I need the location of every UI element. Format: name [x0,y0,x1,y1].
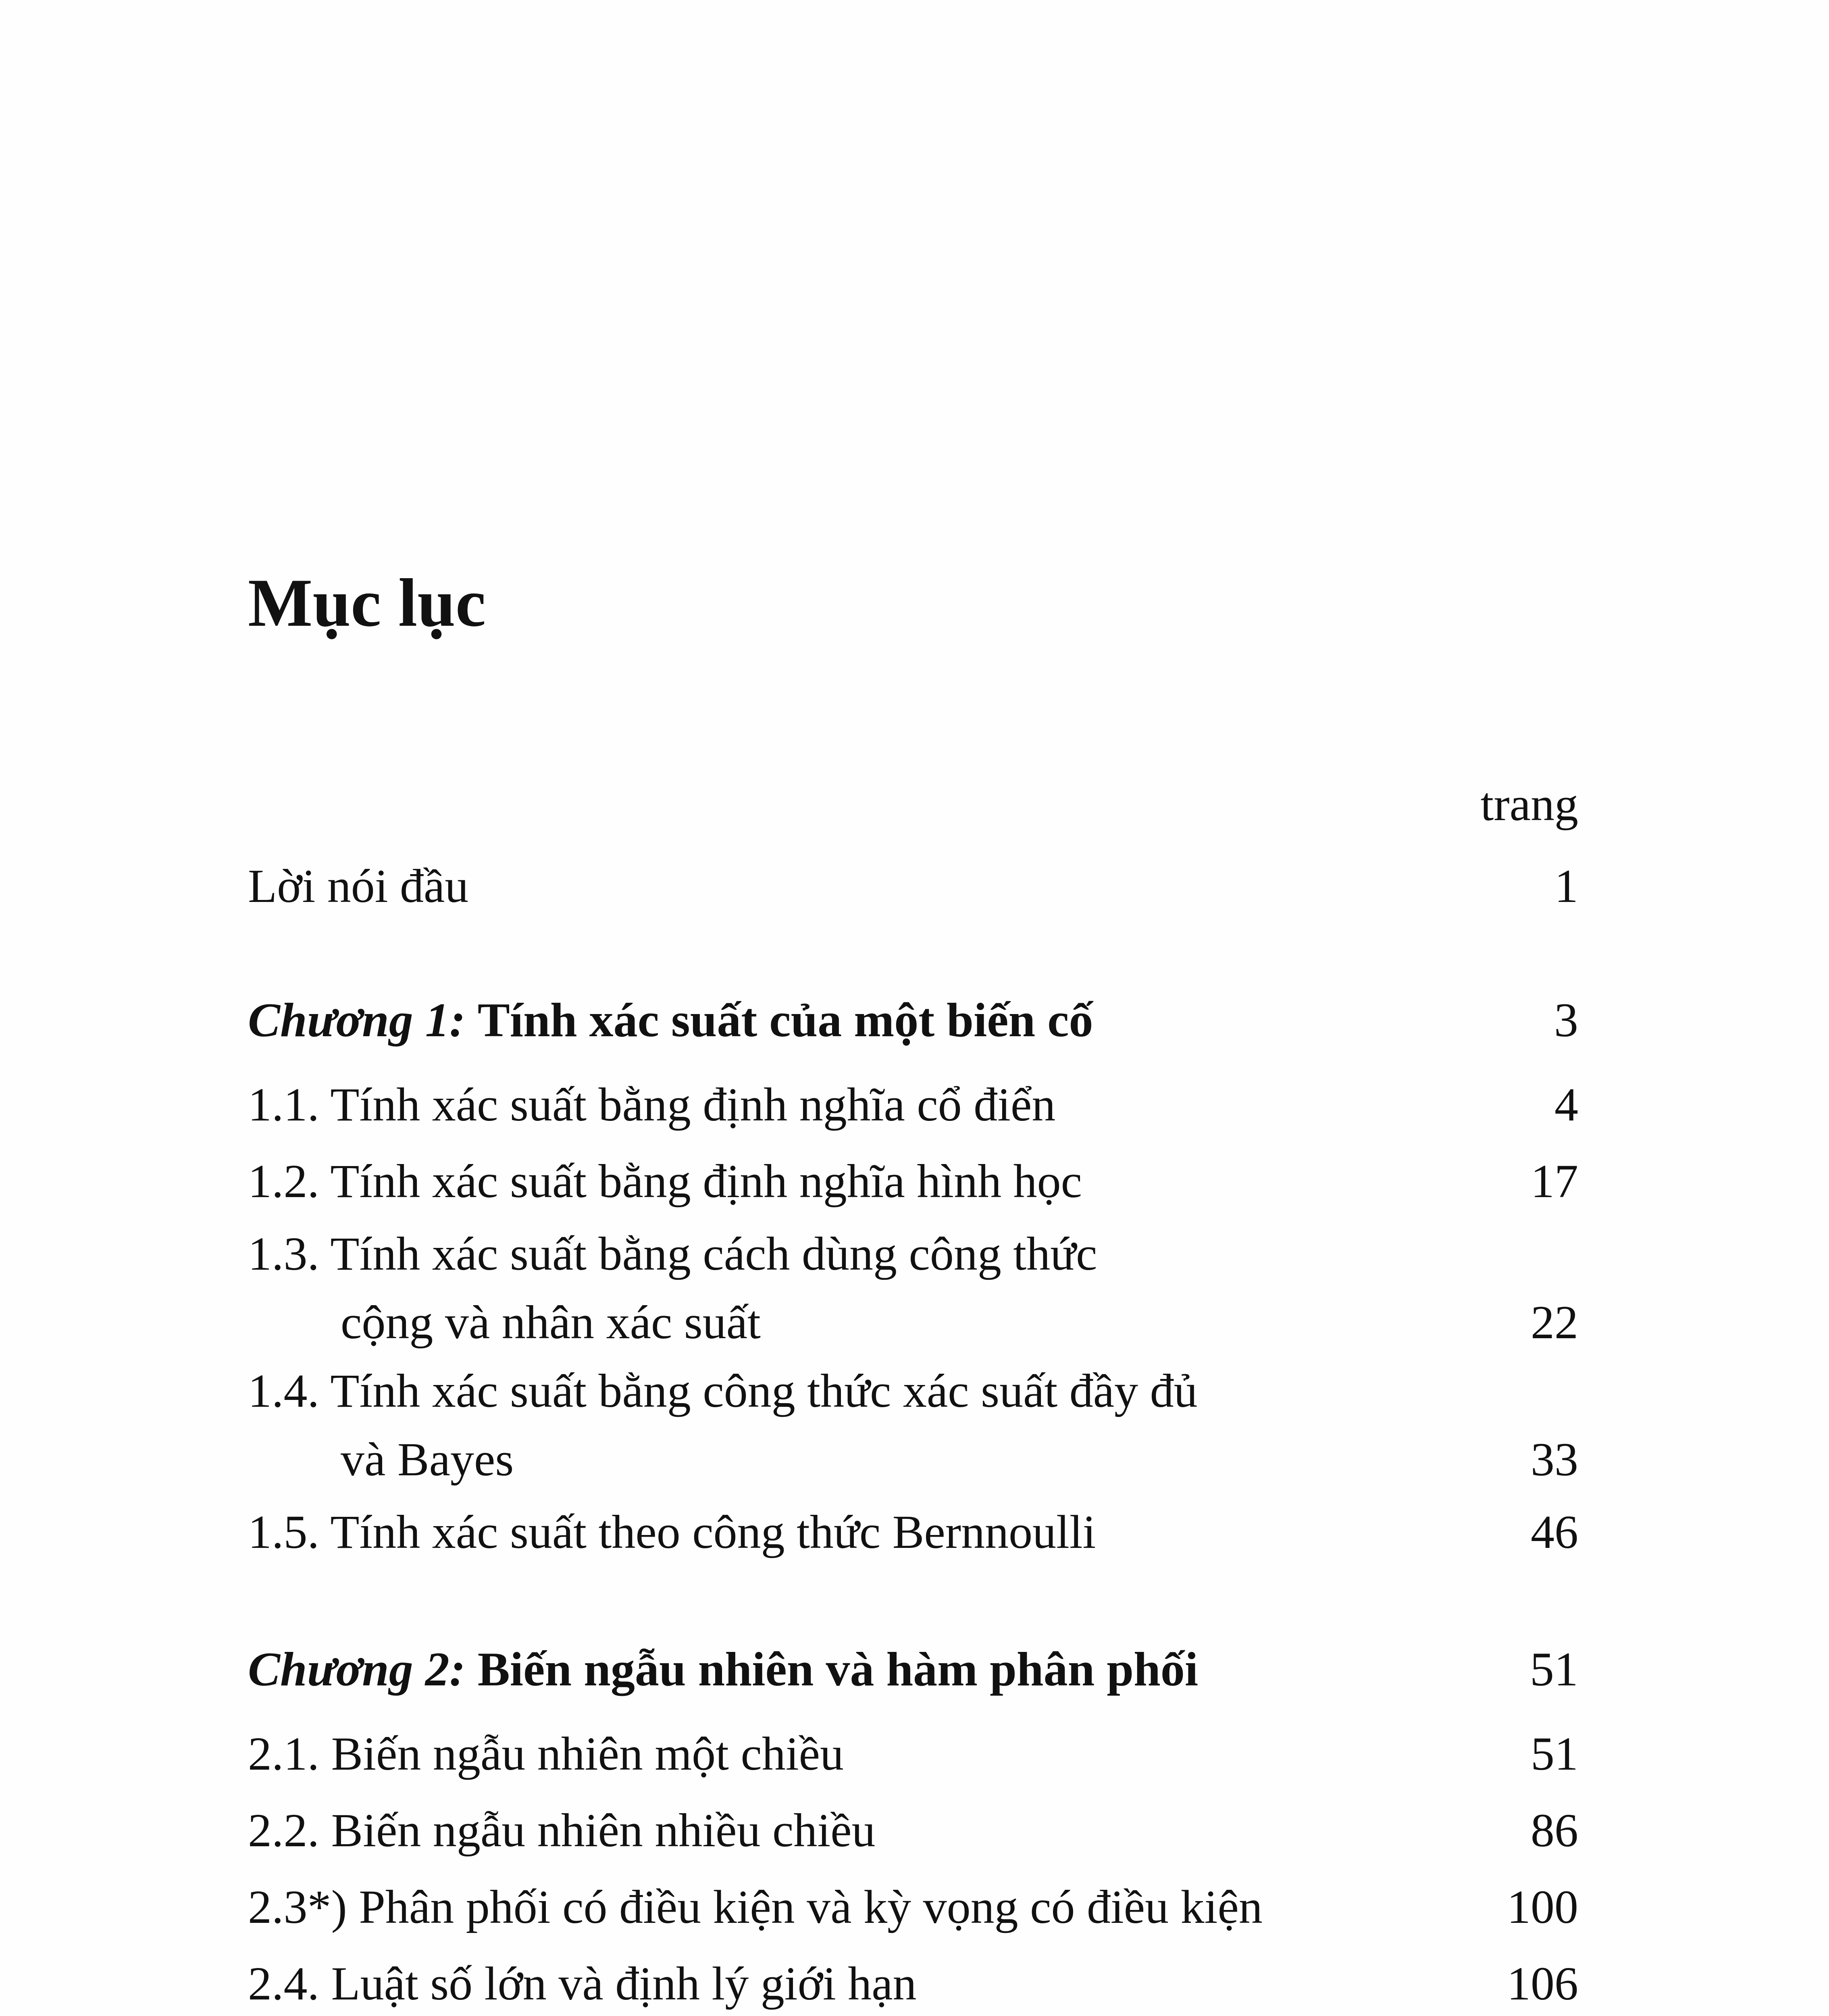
section-page: 86 [1531,1804,1578,1857]
toc-section-2-2[interactable] [248,1792,1578,1869]
toc-section-1-3[interactable] [248,1220,1578,1357]
chapter-prefix: Chương 1: [248,993,466,1047]
section-page: 106 [1507,1957,1578,2010]
chapter-title: Biến ngẫu nhiên và hàm phân phối [477,1642,1199,1696]
chapter-prefix: Chương 2: [248,1642,466,1696]
chapter-heading [248,1623,1198,1716]
section-page: 4 [1554,1078,1578,1131]
section-label: 2.1. Biến ngẫu nhiên một chiều [248,1727,844,1780]
section-label-line1: 1.4. Tính xác suất bằng công thức xác suất đầy đủ [248,1364,1198,1417]
section-label: 2.3*) Phân phối có điều kiện và kỳ vọng có điều kiện [248,1881,1263,1933]
section-label-line1: 1.3. Tính xác suất bằng cách dùng công thức [248,1227,1097,1280]
toc-section-2-1[interactable] [248,1716,1578,1792]
section-label: 1.2. Tính xác suất bằng định nghĩa hình học [248,1155,1082,1208]
page-column-header: trang [1480,778,1578,831]
toc-section-1-1[interactable] [248,1066,1578,1143]
toc-entry-page: 1 [1554,860,1578,912]
toc-section-1-5[interactable] [248,1494,1578,1570]
toc-section-2-4[interactable] [248,1945,1578,2016]
section-page: 17 [1531,1155,1578,1208]
section-label: 1.1. Tính xác suất bằng định nghĩa cổ điển [248,1078,1056,1131]
toc-chapter-1[interactable] [248,974,1578,1066]
toc-section-1-2[interactable] [248,1143,1578,1220]
section-page: 100 [1507,1881,1578,1933]
toc-section-2-3[interactable] [248,1869,1578,1945]
section-label: 2.4. Luật số lớn và định lý giới hạn [248,1957,917,2010]
toc-section-1-4[interactable] [248,1357,1578,1494]
chapter-page: 3 [1554,993,1578,1047]
chapter-heading [248,974,1093,1066]
chapter-title: Tính xác suất của một biến cố [477,993,1093,1047]
table-of-contents [248,774,1578,2016]
section-page: 33 [1531,1433,1578,1486]
section-label [248,1220,1097,1357]
toc-entry-preface[interactable] [248,851,1578,921]
section-label [248,1357,1198,1494]
chapter-page: 51 [1530,1642,1578,1696]
section-label-line2: cộng và nhân xác suất [341,1296,761,1349]
section-page: 46 [1531,1506,1578,1558]
section-label: 1.5. Tính xác suất theo công thức Bernnoulli [248,1506,1096,1558]
toc-chapter-2[interactable] [248,1623,1578,1716]
section-page: 22 [1531,1296,1578,1349]
section-page: 51 [1531,1727,1578,1780]
section-label: 2.2. Biến ngẫu nhiên nhiều chiều [248,1804,876,1857]
section-label-line2: và Bayes [341,1433,514,1486]
page-title: Mục lục [248,565,486,641]
toc-entry-label: Lời nói đầu [248,860,469,912]
